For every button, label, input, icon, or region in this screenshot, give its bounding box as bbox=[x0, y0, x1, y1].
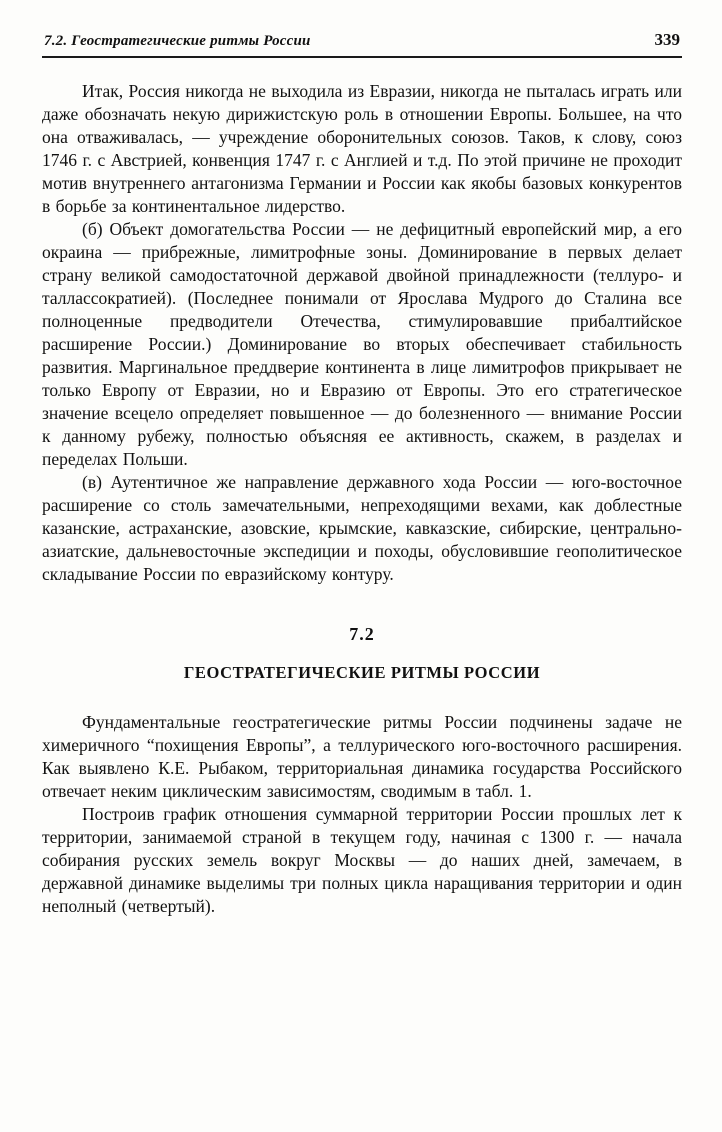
header-rule bbox=[42, 56, 682, 58]
paragraph-1: Итак, Россия никогда не выходила из Евразии, никогда не пыталась играть или даже обозначать некую дирижистскую роль в отношении Европы. Большее, на что она отваживалась, — учреждение оборонительных союзов. Таков, к слову, союз 1746 г. с Австрией, конвенция 1747 г. с Англией и т.д. По этой причине не проходит мотив внутреннего антагонизма Германии и России как якобы базовых конкурентов в борьбе за континентальное лидерство. bbox=[42, 81, 682, 216]
paragraph-5: Построив график отношения суммарной территории России прошлых лет к территории, занимаемой страной в текущем году, начиная с 1300 г. — начала собирания русских земель вокруг Москвы — до наших дней, замечаем, в державной динамике выделимы три полных цикла наращивания территории и один неполный (четвертый). bbox=[42, 804, 682, 916]
section-title: ГЕОСТРАТЕГИЧЕСКИЕ РИТМЫ РОССИИ bbox=[183, 663, 541, 682]
section-number: 7.2 bbox=[349, 624, 375, 644]
page-number: 339 bbox=[654, 30, 680, 49]
running-title: 7.2. Геостратегические ритмы России bbox=[44, 33, 311, 49]
page-body bbox=[42, 80, 682, 918]
section-heading bbox=[42, 624, 682, 683]
paragraph-2: (б) Объект домогательства России — не дефицитный европейский мир, а его окраина — прибрежные, лимитрофные зоны. Доминирование в первых делает страну великой самодостаточной державой двойной принадлежности (теллуро- и таллассократией). (Последнее понимали от Ярослава Мудрого до Сталина все полноценные предводители Отечества, стимулировавшие прибалтийское расширение России.) Доминирование во вторых обеспечивает стабильность развития. Маргинальное преддверие континента в лице лимитрофов прикрывает не только Европу от Евразии, но и Евразию от Европы. Это его стратегическое значение всецело определяет повышенное — до болезненного — внимание России к данному рубежу, полностью объясняя ее активность, скажем, в разделах и переделах Польши. bbox=[42, 219, 682, 469]
paragraph-4: Фундаментальные геостратегические ритмы России подчинены задаче не химеричного “похищения Европы”, а теллурического юго-восточного расширения. Как выявлено К.Е. Рыбаком, территориальная динамика государства Российского отвечает неким циклическим зависимостям, сводимым в табл. 1. bbox=[42, 712, 682, 801]
paragraph-3: (в) Аутентичное же направление державного хода России — юго-восточное расширение со столь замечательными, непреходящими вехами, как доблестные казанские, астраханские, азовские, крымские, кавказские, сибирские, центрально-азиатские, дальневосточные экспедиции и походы, обусловившие геополитическое складывание России по евразийскому контуру. bbox=[42, 472, 682, 584]
page-header bbox=[42, 30, 682, 54]
